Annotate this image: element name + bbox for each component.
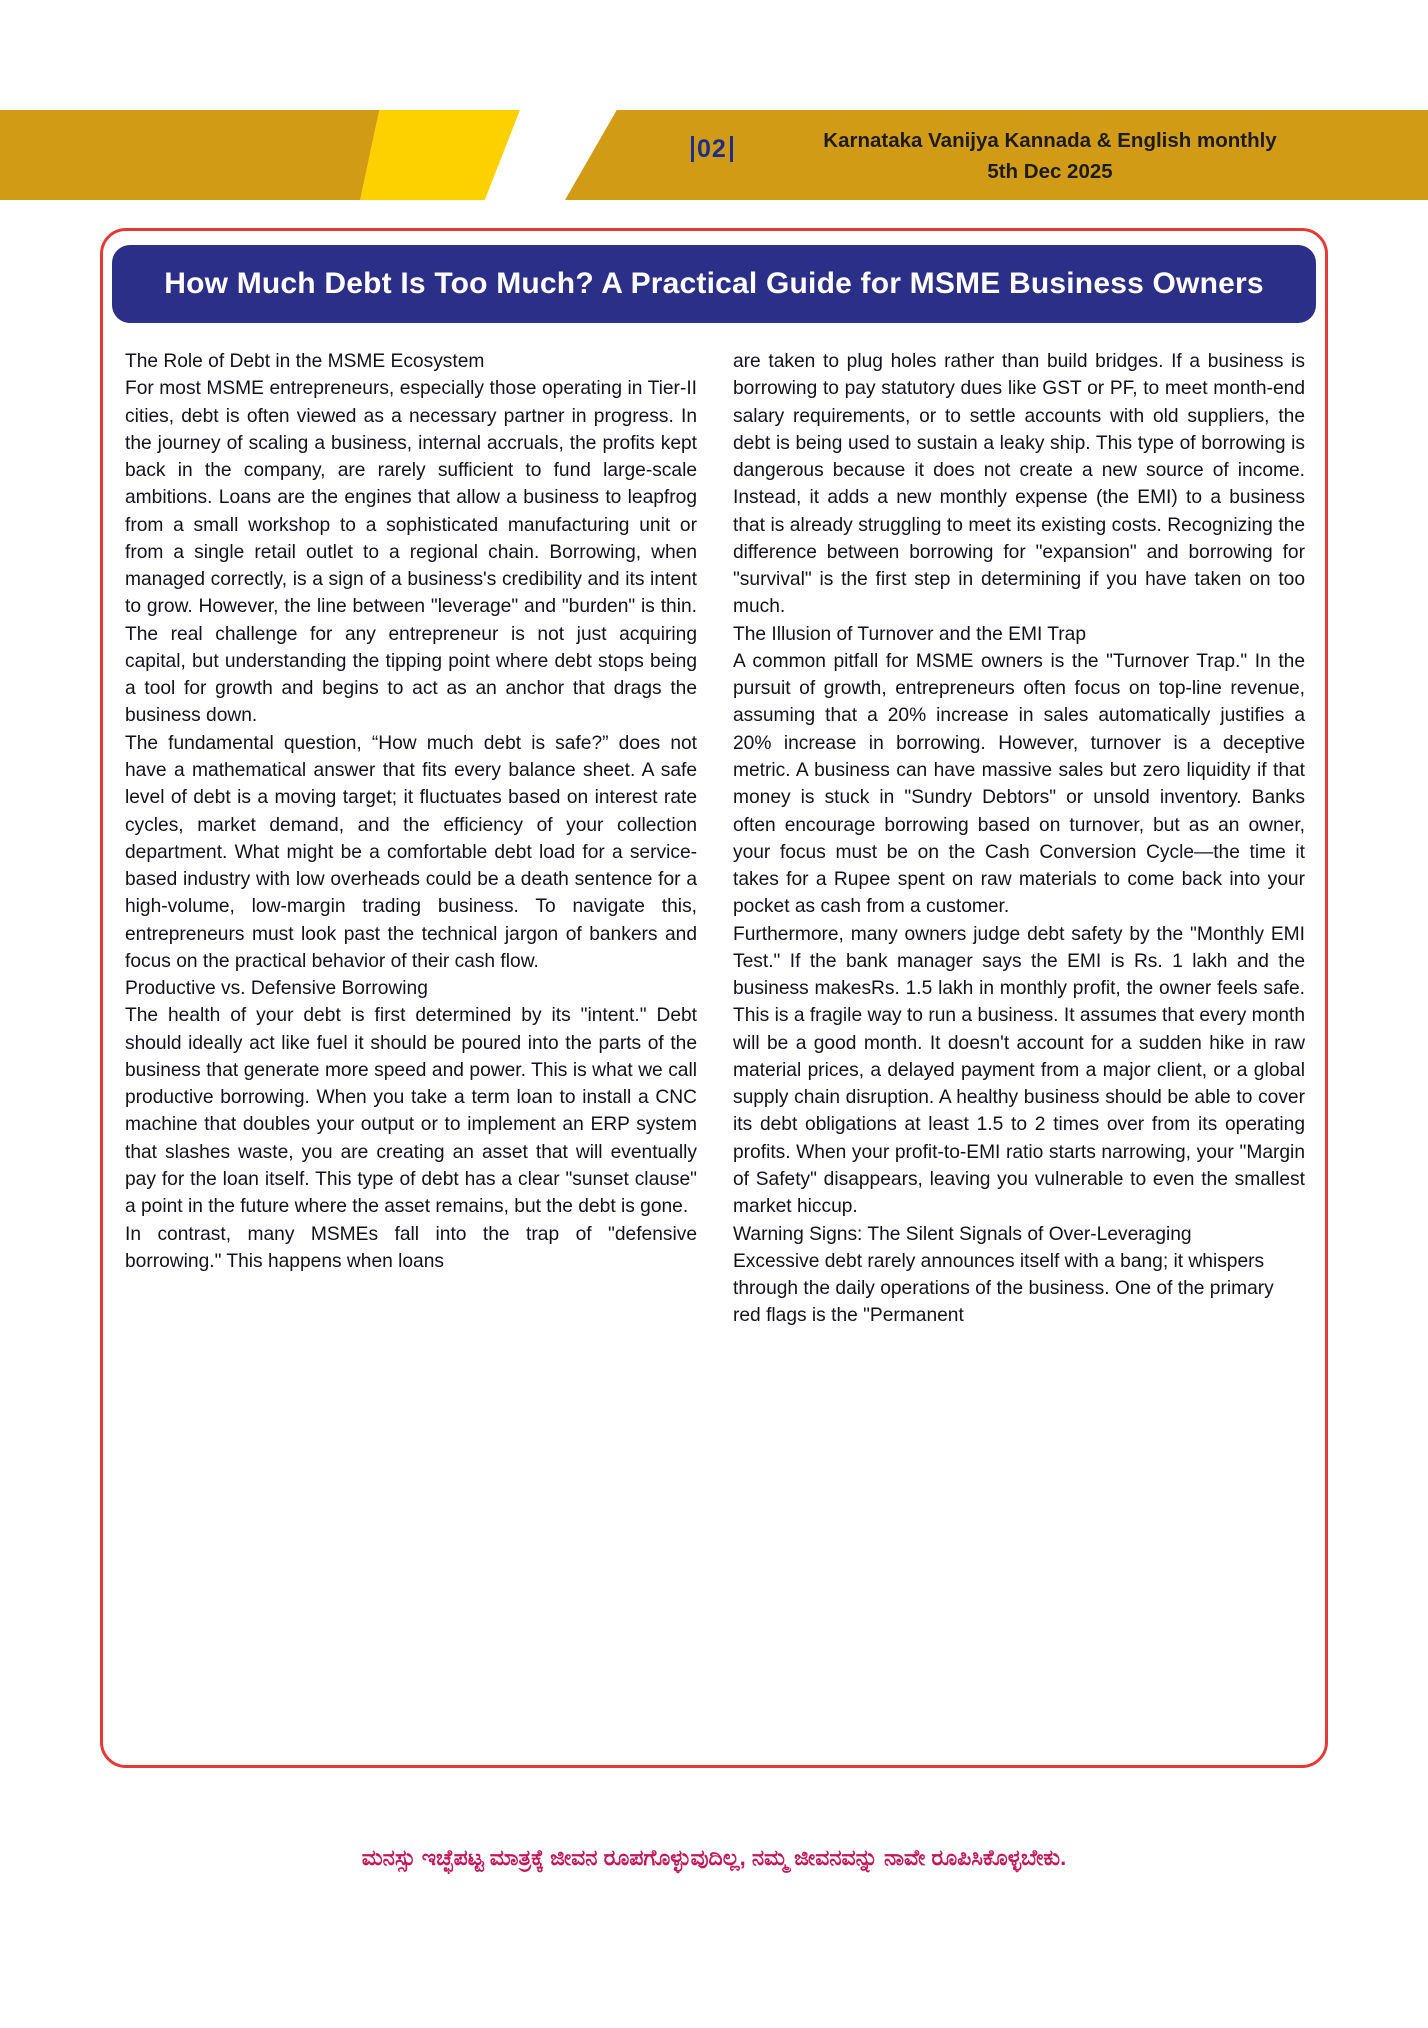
paragraph: Furthermore, many owners judge debt safety by the "Monthly EMI Test." If the bank manager says the EMI is Rs. 1 lakh and the business makesRs. 1.5 lakh in monthly profit, the owner feels safe. This is a fragile way to run a business. It assumes that every month will be a good month. It doesn't account for a sudden hike in raw material prices, a delayed payment from a major client, or a global supply chain disruption. A healthy business should be able to cover its debt obligations at least 1.5 to 2 times over from its operating profits. When your profit-to-EMI ratio starts narrowing, your "Margin of Safety" disappears, leaving you vulnerable to even the smallest market hiccup. — [733, 923, 1305, 1218]
footer-quote: ಮನಸ್ಸು ಇಚ್ಛೆಪಟ್ಟ ಮಾತ್ರಕ್ಕೆ ಜೀವನ ರೂಪಗೊಳ್ಳುವುದಿಲ್ಲ, ನಮ್ಮ ಜೀವನವನ್ನು ನಾವೇ ರೂಪಿಸಿಕೊಳ್ಳಬೇಕು. — [361, 1845, 1067, 1870]
publication-info — [700, 126, 1400, 188]
paragraph: The fundamental question, “How much debt is safe?” does not have a mathematical answer that fits every balance sheet. A safe level of debt is a moving target; it fluctuates based on interest rate cycles, market demand, and the efficiency of your collection department. What might be a comfortable debt load for a service-based industry with low overheads could be a death sentence for a high-volume, low-margin trading business. To navigate this, entrepreneurs must look past the technical jargon of bankers and focus on the practical behavior of their cash flow. — [125, 732, 697, 972]
page-number-value: 02 — [697, 135, 727, 163]
paragraph: The health of your debt is first determined by its "intent." Debt should ideally act like fuel it should be poured into the parts of the business that generate more speed and power. This is what we call productive borrowing. When you take a term loan to install a CNC machine that doubles your output or to implement an ERP system that slashes waste, you are creating an asset that will eventually pay for the loan itself. This type of debt has a clear "sunset clause" a point in the future where the asset remains, but the debt is gone. — [125, 1005, 697, 1218]
paragraph: The Illusion of Turnover and the EMI Trap — [733, 623, 1087, 645]
paragraph: The Role of Debt in the MSME Ecosystem — [125, 351, 485, 372]
paragraph: Warning Signs: The Silent Signals of Over-Leveraging — [733, 1223, 1192, 1245]
paragraph: are taken to plug holes rather than build bridges. If a business is borrowing to pay statutory dues like GST or PF, to meet month-end salary requirements, or to settle accounts with old suppliers, the debt is being used to sustain a leaky ship. This type of borrowing is dangerous because it does not create a new source of income. Instead, it adds a new monthly expense (the EMI) to a business that is already struggling to meet its existing costs. Recognizing the difference between borrowing for "expansion" and borrowing for "survival" is the first step in determining if you have taken on too much. — [733, 351, 1305, 618]
right-column — [733, 348, 1305, 1748]
paragraph: Productive vs. Defensive Borrowing — [125, 978, 428, 1000]
paragraph: Excessive debt rarely announces itself with a bang; it whispers through the daily operations of the business. One of the primary red flags is the "Permanent — [733, 1250, 1274, 1327]
paragraph: A common pitfall for MSME owners is the "Turnover Trap." In the pursuit of growth, entrepreneurs often focus on top-line revenue, assuming that a 20% increase in sales automatically justifies a 20% increase in borrowing. However, turnover is a deceptive metric. A business can have massive sales but zero liquidity if that money is stuck in "Sundry Debtors" or unsold inventory. Banks often encourage borrowing based on turnover, but as an owner, your focus must be on the Cash Conversion Cycle—the time it takes for a Rupee spent on raw materials to come back into your pocket as cash from a customer. — [733, 650, 1305, 918]
left-column — [125, 348, 697, 1748]
article-title: How Much Debt Is Too Much? A Practical Guide for MSME Business Owners — [164, 266, 1264, 300]
paragraph: For most MSME entrepreneurs, especially those operating in Tier-II cities, debt is often viewed as a necessary partner in progress. In the journey of scaling a business, internal accruals, the profits kept back in the company, are rarely sufficient to fund large-scale ambitions. Loans are the engines that allow a business to leapfrog from a small workshop to a sophisticated manufacturing unit or from a single retail outlet to a regional chain. Borrowing, when managed correctly, is a sign of a business's credibility and its intent to grow. However, the line between "leverage" and "burden" is thin. The real challenge for any entrepreneur is not just acquiring capital, but understanding the tipping point where debt stops being a tool for growth and begins to act as an anchor that drags the business down. — [125, 378, 697, 727]
publication-date: 5th Dec 2025 — [987, 159, 1113, 183]
article-title-bar — [112, 245, 1316, 323]
page-number-left-bar — [691, 136, 694, 162]
article-body — [125, 348, 1305, 1748]
publication-name: Karnataka Vanijya Kannada & English monthly — [823, 129, 1277, 152]
page-header — [0, 110, 1428, 200]
paragraph: In contrast, many MSMEs fall into the trap of "defensive borrowing." This happens when loans — [125, 1223, 697, 1272]
header-left-yellow-shape — [360, 110, 520, 200]
